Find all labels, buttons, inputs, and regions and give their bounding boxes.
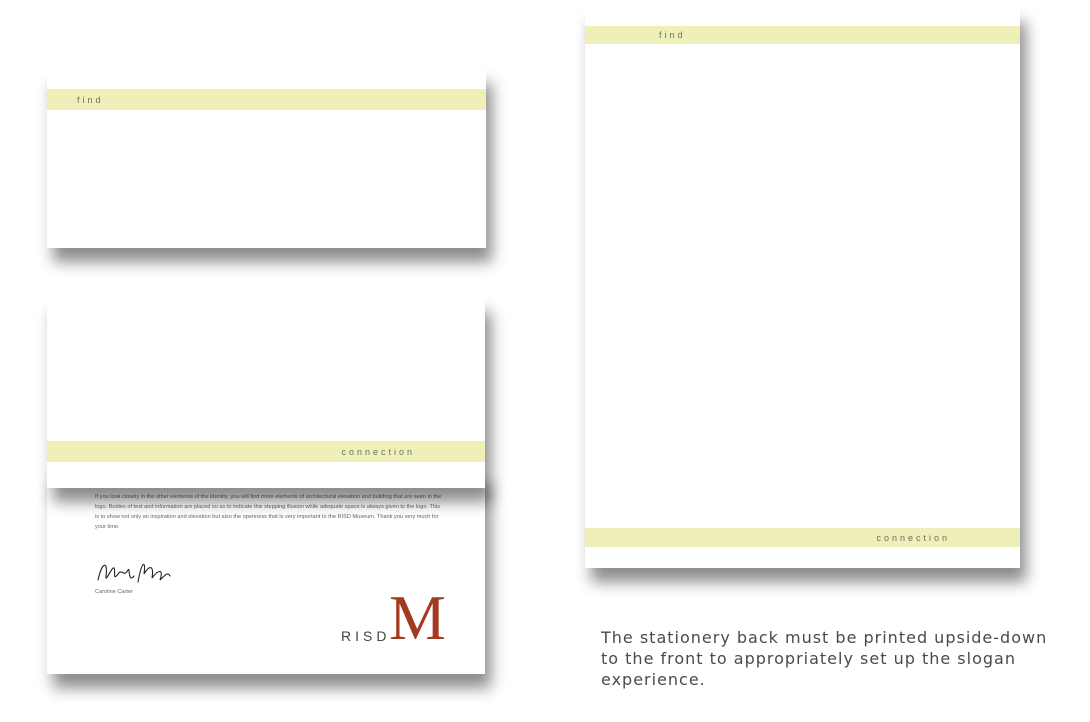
letterhead-sheet: [585, 8, 1020, 568]
letter-body-text: If you look closely in the other elements of the identity, you will find more elements of architectural elevation and building that are seen in the logo. Bodies of text and information are placed so as to indicate this stepping illusion while adequate space is always given to the logo. This is to show not only an inspiration and elevation but also the openness that is very important to the RISD Museum. Thank you very much for your time.: [95, 494, 442, 530]
letter-card: [47, 470, 485, 674]
envelope-card: [47, 69, 486, 248]
letterhead-connection-label: connection: [876, 532, 950, 543]
signer-name: Caroline Carter: [95, 589, 133, 595]
risd-m-letter: M: [389, 582, 446, 653]
letterhead-find-band: [585, 26, 1020, 44]
signature-icon: [94, 556, 174, 588]
risd-wordmark: RISD: [341, 628, 391, 644]
letterhead-connection-band: [585, 528, 1020, 547]
caption-text: The stationery back must be printed upside-down to the front to appropriately set up the slogan experience.: [601, 628, 1048, 689]
envelope-find-label: find: [77, 94, 104, 105]
card-back-connection-label: connection: [341, 446, 415, 457]
card-back-connection-band: [47, 441, 485, 462]
envelope-find-band: [47, 89, 486, 110]
letterhead-find-label: find: [659, 30, 686, 40]
card-back: [47, 298, 485, 488]
risd-logo: [341, 582, 451, 653]
